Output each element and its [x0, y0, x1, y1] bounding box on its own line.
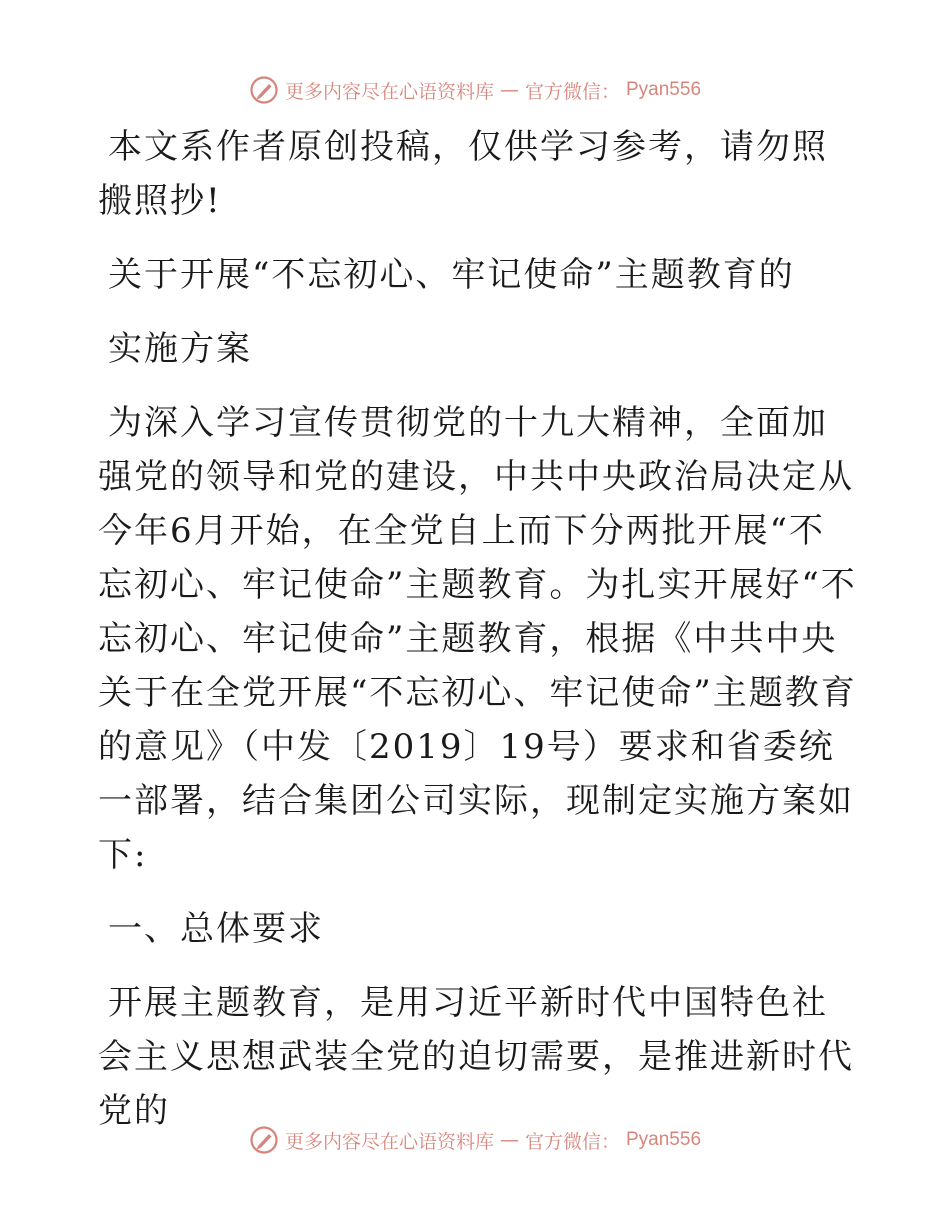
- document-title-line2: 实施方案: [108, 329, 252, 369]
- watermark-wechat-label: 官方微信：: [524, 80, 620, 103]
- watermark-separator: —: [499, 1129, 519, 1151]
- pen-logo-icon: [249, 75, 279, 105]
- document-title-line1: 关于开展“不忘初心、牢记使命”主题教育的: [108, 255, 795, 295]
- watermark-separator: —: [499, 79, 519, 101]
- spacer: [98, 882, 858, 902]
- copyright-notice: 本文系作者原创投稿，仅供学习参考，请勿照搬照抄!: [98, 127, 828, 221]
- watermark-text: 更多内容尽在心语资料库: [284, 1130, 494, 1153]
- section-heading: 一、总体要求: [108, 909, 324, 949]
- header-watermark: [0, 72, 950, 108]
- watermark-wechat-id: Pyan556: [626, 79, 702, 100]
- spacer: [98, 376, 858, 396]
- document-body: [98, 120, 858, 1138]
- footer-watermark: [0, 1122, 950, 1158]
- watermark-wechat-label: 官方微信：: [524, 1130, 620, 1153]
- section-paragraph: 开展主题教育，是用习近平新时代中国特色社会主义思想武装全党的迫切需要，是推进新时代党的: [98, 983, 854, 1131]
- watermark-text: 更多内容尽在心语资料库: [284, 80, 494, 103]
- watermark-wechat-id: Pyan556: [626, 1129, 702, 1150]
- pen-logo-icon: [249, 1125, 279, 1155]
- intro-paragraph: 为深入学习宣传贯彻党的十九大精神，全面加强党的领导和党的建设，中共中央政治局决定从今年6月开始，在全党自上而下分两批开展“不忘初心、牢记使命”主题教育。为扎实开展好“不忘初心、牢记使命”主题教育，根据《中共中央关于在全党开展“不忘初心、牢记使命”主题教育的意见》（中发〔2019〕19号）要求和省委统一部署，结合集团公司实际，现制定实施方案如下:: [98, 403, 857, 875]
- spacer: [98, 956, 858, 976]
- spacer: [98, 302, 858, 322]
- spacer: [98, 228, 858, 248]
